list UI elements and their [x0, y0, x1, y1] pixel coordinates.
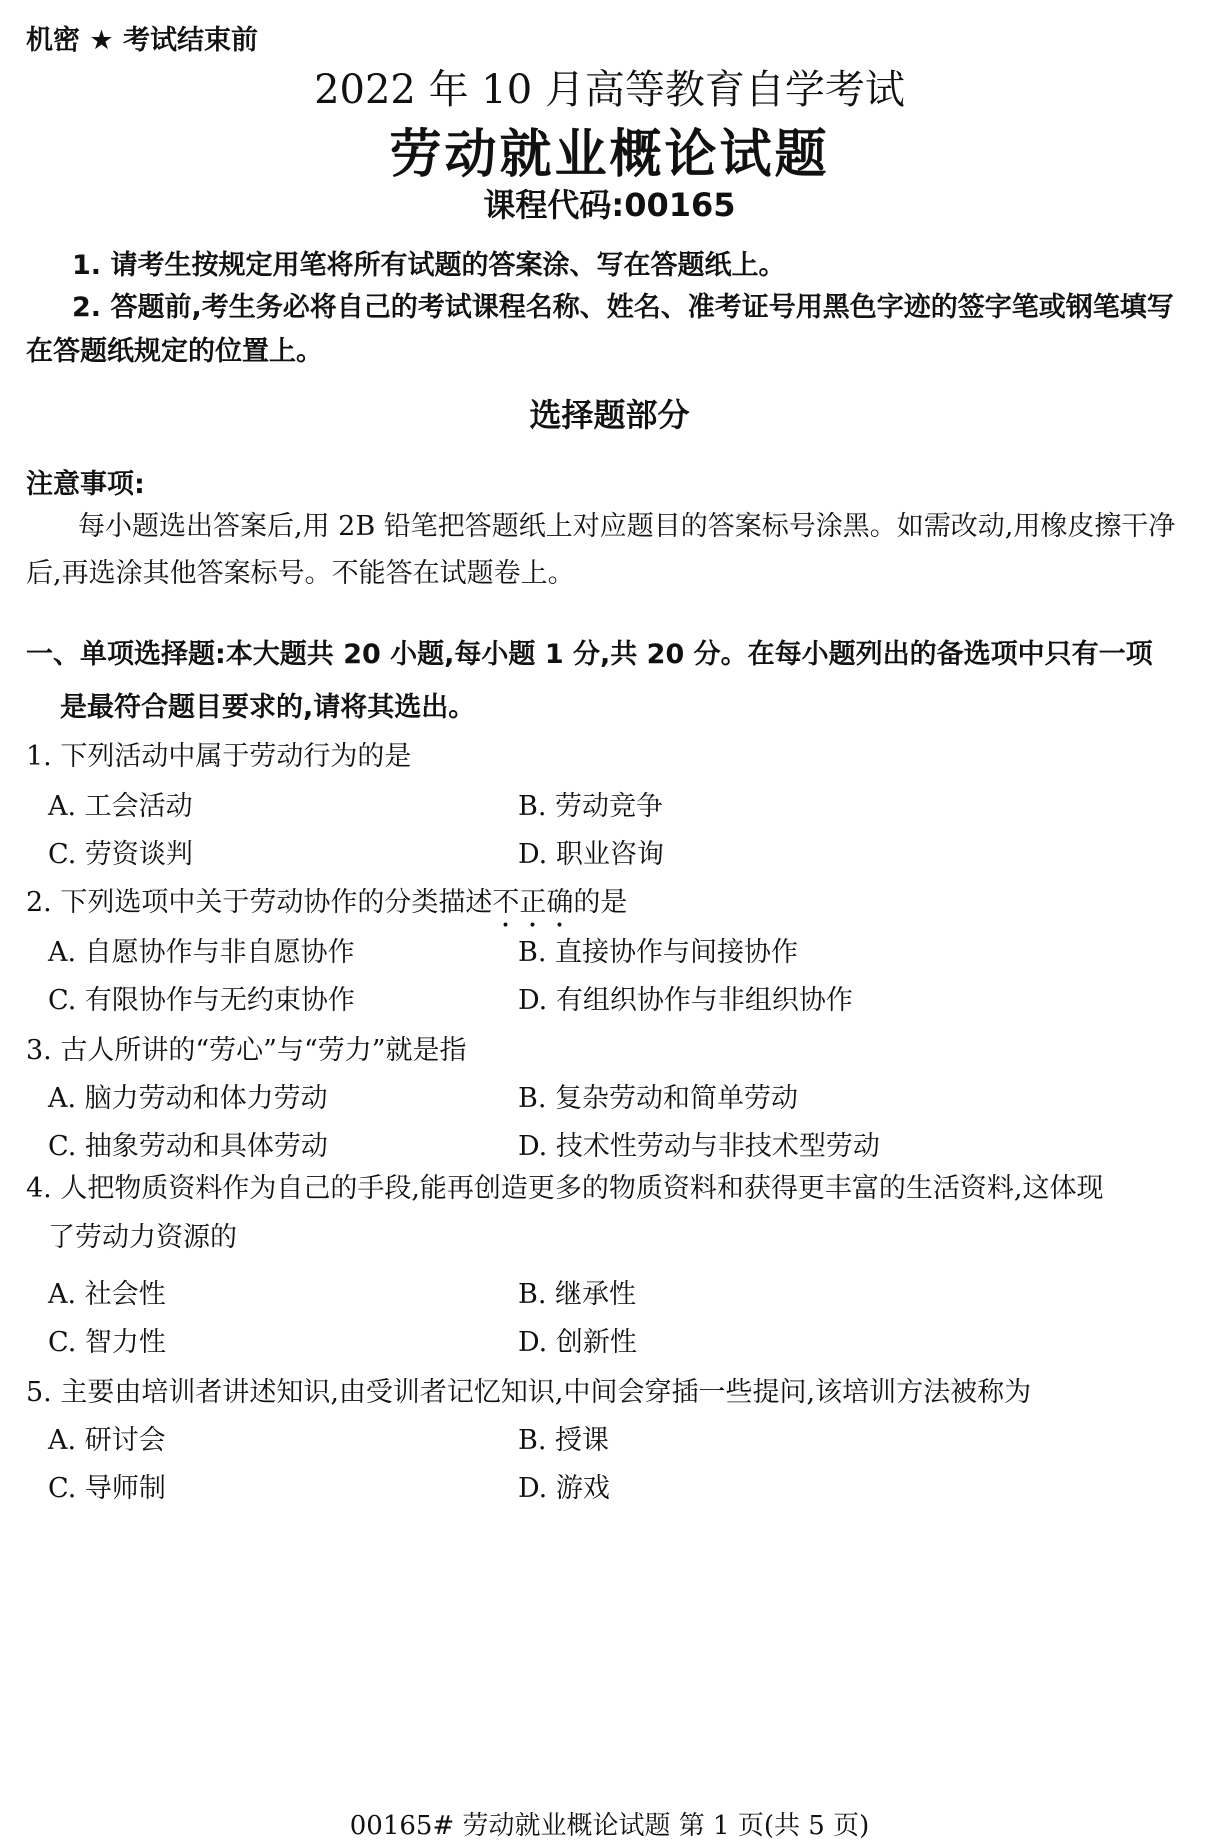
- q1-option-a: A. 工会活动: [48, 791, 193, 822]
- instruction-1: 1. 请考生按规定用笔将所有试题的答案涂、写在答题纸上。: [72, 250, 786, 281]
- q1-option-d: D. 职业咨询: [518, 839, 664, 870]
- page-footer: 00165# 劳动就业概论试题 第 1 页(共 5 页): [349, 1811, 870, 1841]
- q4-stem-line1: 4. 人把物质资料作为自己的手段,能再创造更多的物质资料和获得更丰富的生活资料,这体现: [26, 1173, 1104, 1204]
- question-4-stem: [26, 1164, 1198, 1262]
- q3-option-a: A. 脑力劳动和体力劳动: [48, 1083, 328, 1114]
- course-code: 课程代码:00165: [483, 186, 736, 224]
- q2-option-a: A. 自愿协作与非自愿协作: [48, 937, 355, 968]
- q4-option-c: C. 智力性: [48, 1327, 166, 1358]
- q2-stem-post: 的是: [573, 887, 628, 918]
- question-1-stem: 1. 下列活动中属于劳动行为的是: [26, 741, 412, 772]
- q2-stem-pre: 2. 下列选项中关于劳动协作的分类描述: [26, 887, 493, 918]
- part-one-line1: 一、单项选择题:本大题共 20 小题,每小题 1 分,共 20 分。在每小题列出的备选项中只有一项: [26, 639, 1153, 670]
- question-5-stem: 5. 主要由培训者讲述知识,由受训者记忆知识,中间会穿插一些提问,该培训方法被称为: [26, 1377, 1032, 1408]
- part-one-line2: 是最符合题目要求的,请将其选出。: [60, 692, 476, 723]
- section-title: 选择题部分: [529, 396, 690, 434]
- q2-stem-emphasis: 不正确: [492, 887, 574, 918]
- q4-stem-line2: 了劳动力资源的: [48, 1222, 237, 1253]
- q4-option-d: D. 创新性: [518, 1327, 637, 1358]
- q3-option-d: D. 技术性劳动与非技术型劳动: [518, 1131, 880, 1162]
- q5-option-d: D. 游戏: [518, 1473, 610, 1504]
- q5-option-a: A. 研讨会: [48, 1425, 166, 1456]
- question-3-stem: 3. 古人所讲的“劳心”与“劳力”就是指: [26, 1035, 467, 1066]
- q3-option-b: B. 复杂劳动和简单劳动: [518, 1083, 799, 1114]
- q2-option-c: C. 有限协作与无约束协作: [48, 985, 355, 1016]
- confidential-mark: 机密 ★ 考试结束前: [26, 25, 259, 56]
- paper-title: 劳动就业概论试题: [389, 125, 830, 185]
- instruction-2: 2. 答题前,考生务必将自己的考试课程名称、姓名、准考证号用黑色字迹的签字笔或钢笔填写在答题纸规定的位置上。: [26, 292, 1174, 367]
- q5-option-c: C. 导师制: [48, 1473, 166, 1504]
- part-one-instructions: [26, 628, 1198, 734]
- q4-option-a: A. 社会性: [48, 1279, 166, 1310]
- q3-option-c: C. 抽象劳动和具体劳动: [48, 1131, 328, 1162]
- q4-option-b: B. 继承性: [518, 1279, 637, 1310]
- q5-option-b: B. 授课: [518, 1425, 610, 1456]
- notes-body: 每小题选出答案后,用 2B 铅笔把答题纸上对应题目的答案标号涂黑。如需改动,用橡皮擦干净后,再选涂其他答案标号。不能答在试题卷上。: [26, 511, 1176, 589]
- q2-option-b: B. 直接协作与间接协作: [518, 937, 799, 968]
- q2-option-d: D. 有组织协作与非组织协作: [518, 985, 853, 1016]
- q1-option-c: C. 劳资谈判: [48, 839, 193, 870]
- question-2-stem: [26, 880, 627, 934]
- notes-heading: 注意事项:: [26, 469, 145, 500]
- exam-title: 2022 年 10 月高等教育自学考试: [314, 67, 905, 113]
- q1-option-b: B. 劳动竞争: [518, 791, 664, 822]
